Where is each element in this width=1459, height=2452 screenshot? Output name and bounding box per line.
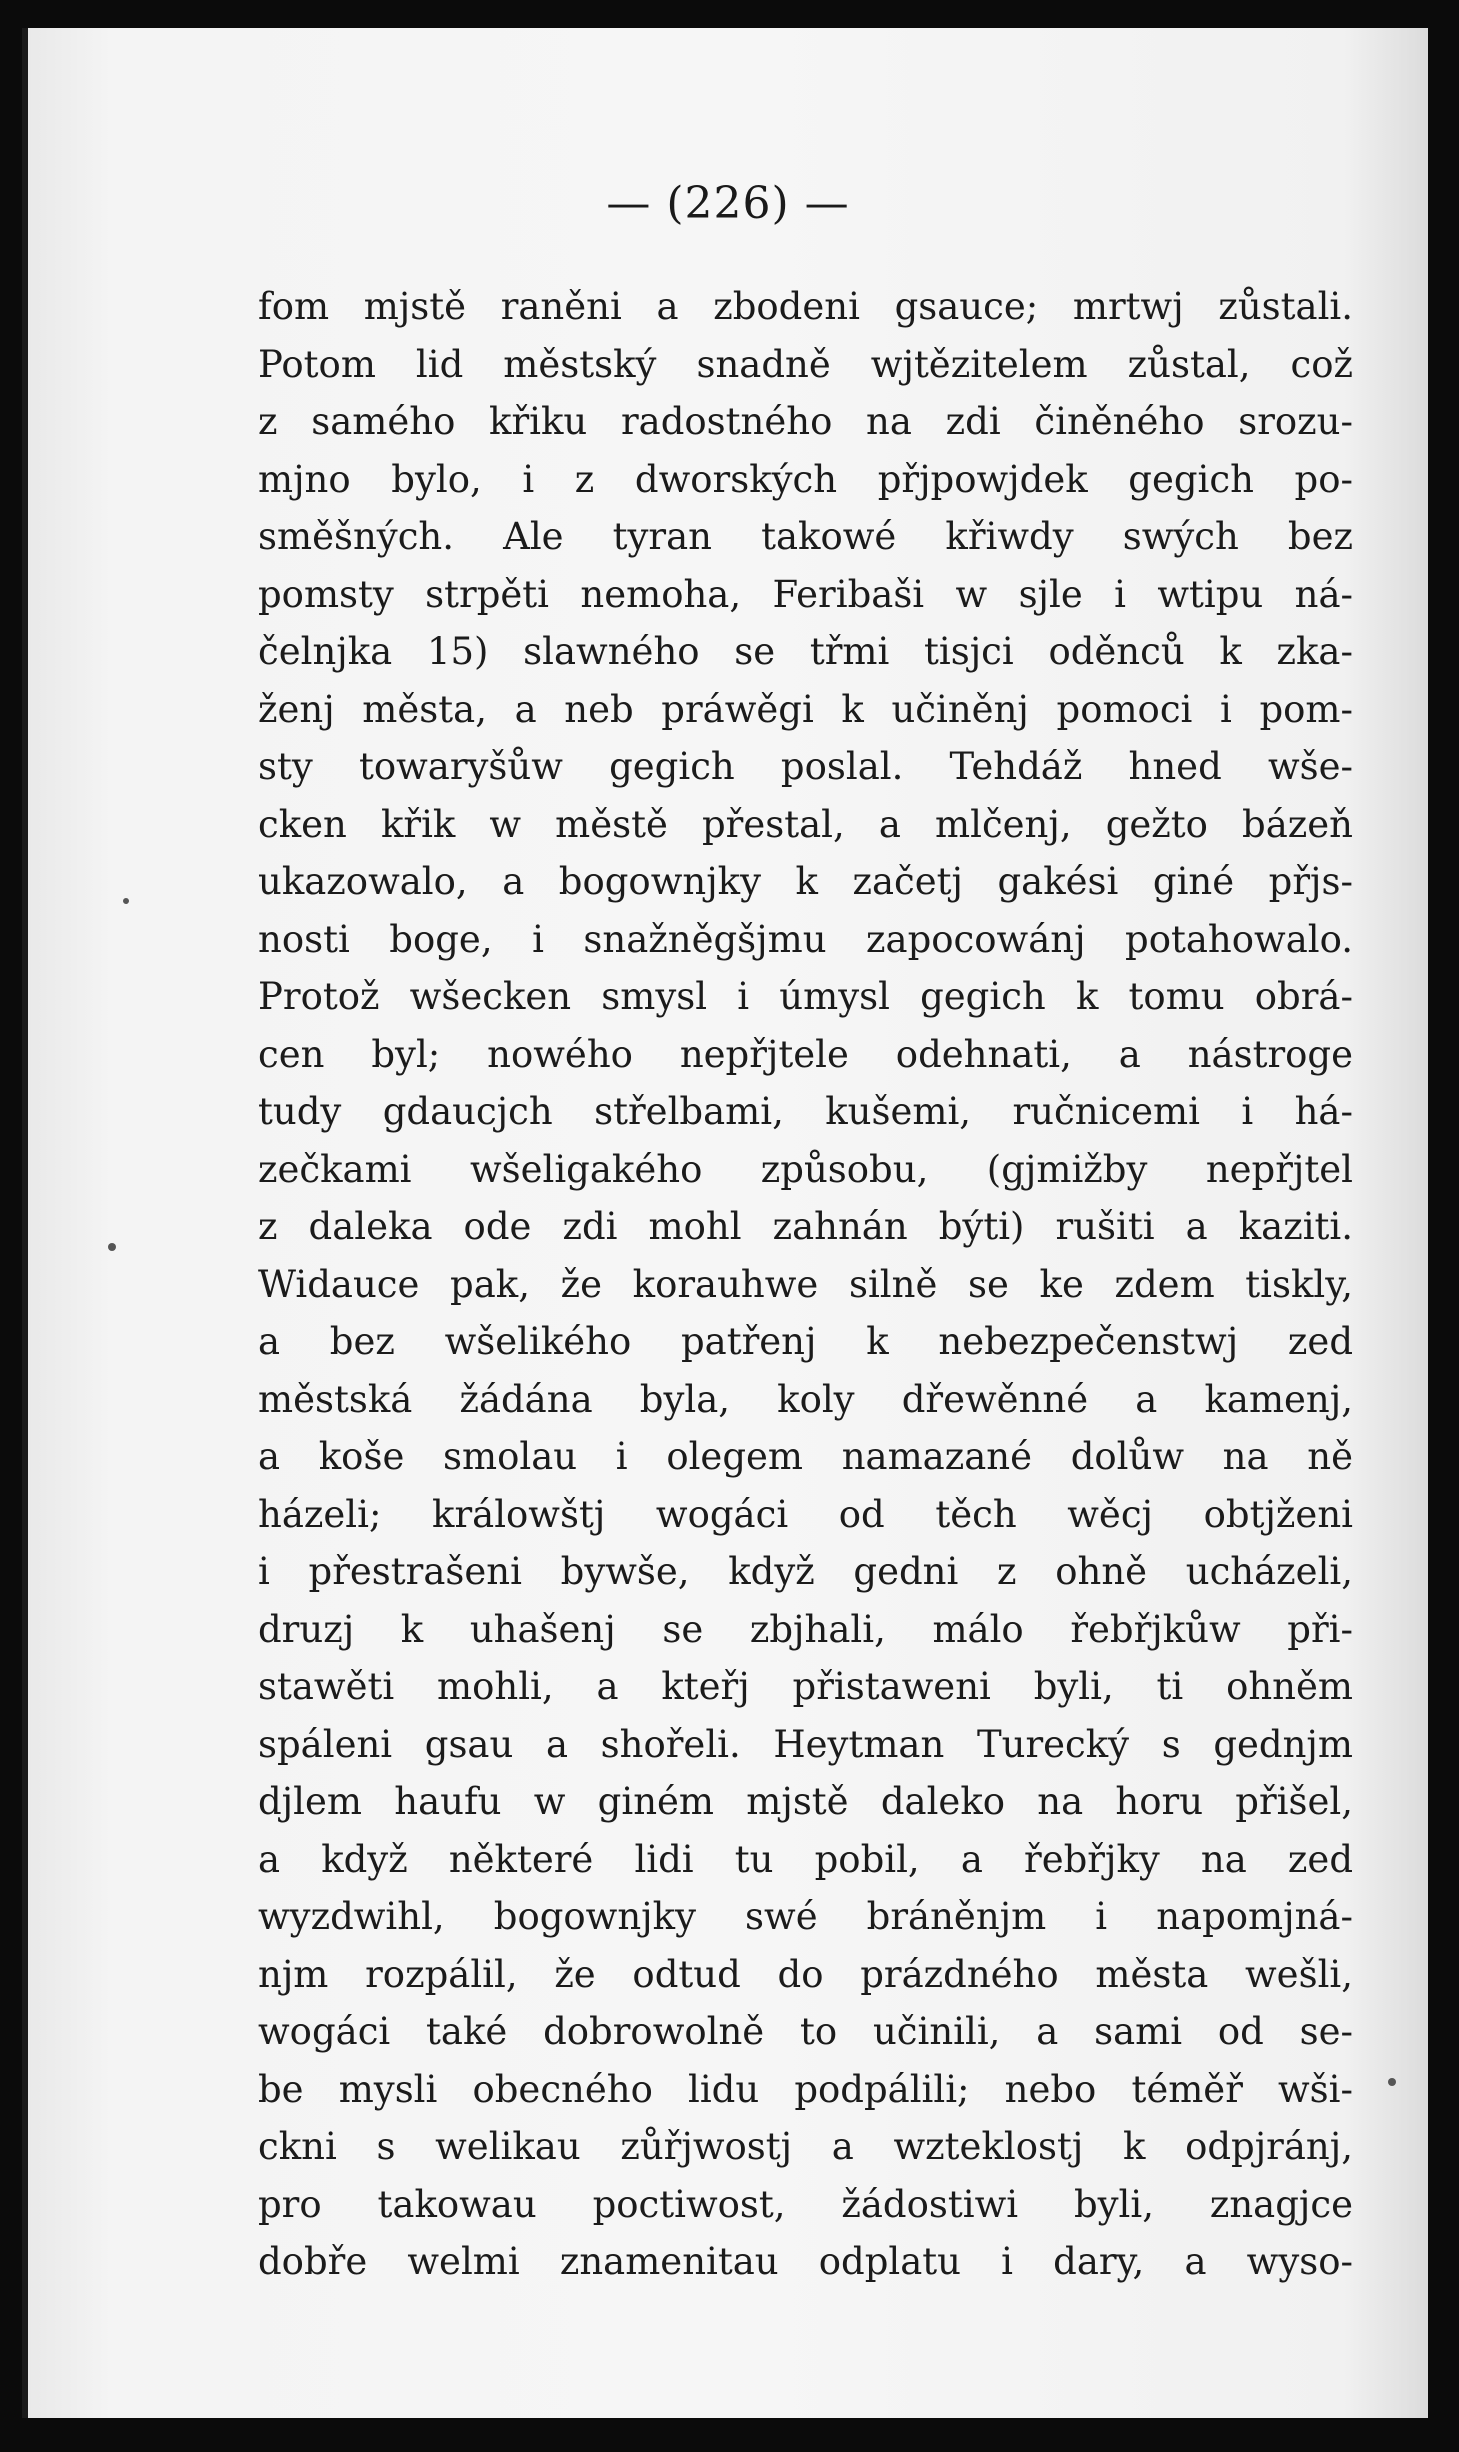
page-number: — (226) —: [606, 178, 850, 229]
text-line: ženj města, a neb práwěgi k učiněnj pomoci i pom-: [258, 687, 1353, 731]
text-line: djlem haufu w giném mjstě daleko na horu přišel,: [258, 1780, 1353, 1823]
text-line: městská žádána byla, koly dřewěnné a kamenj,: [258, 1377, 1353, 1421]
text-line: směšných. Ale tyran takowé křiwdy swých bez: [258, 515, 1353, 558]
text-line: pomsty strpěti nemoha, Feribaši w sjle i wtipu ná-: [258, 572, 1353, 616]
text-line: ckni s welikau zůřjwostj a wzteklostj k odpjránj,: [258, 2125, 1353, 2168]
text-line: sty towaryšůw gegich poslal. Tehdáž hned wše-: [258, 745, 1353, 788]
text-line: Protož wšecken smysl i úmysl gegich k tomu obrá-: [258, 975, 1353, 1018]
text-line: Potom lid městský snadně wjtězitelem zůstal, což: [258, 342, 1353, 386]
text-line: be mysli obecného lidu podpálili; nebo téměř wši-: [258, 2067, 1353, 2111]
text-line: a když některé lidi tu pobil, a řebřjky na zed: [258, 1837, 1353, 1881]
text-line: fom mjstě raněni a zbodeni gsauce; mrtwj zůstali.: [258, 285, 1353, 328]
ink-speck: [108, 1243, 116, 1251]
text-line: spáleni gsau a shořeli. Heytman Turecký s gednjm: [258, 1722, 1353, 1766]
text-line: Widauce pak, že korauhwe silně se ke zdem tiskly,: [258, 1262, 1353, 1306]
ink-speck: [1388, 2078, 1396, 2086]
text-line: cken křik w městě přestal, a mlčenj, gežto bázeň: [258, 802, 1353, 846]
book-page: [22, 28, 1428, 2418]
text-line: nosti boge, i snažněgšjmu zapocowánj potahowalo.: [258, 917, 1353, 961]
text-line: wyzdwihl, bogownjky swé bráněnjm i napomjná-: [258, 1895, 1353, 1938]
text-line: tudy gdaucjch střelbami, kušemi, ručnicemi i há-: [258, 1090, 1353, 1133]
body-text: [258, 278, 1353, 2291]
text-line: a bez wšelikého patřenj k nebezpečenstwj zed: [258, 1320, 1353, 1363]
text-line: cen byl; nowého nepřjtele odehnati, a nástroge: [258, 1032, 1353, 1076]
text-line: z daleka ode zdi mohl zahnán býti) rušiti a kaziti.: [258, 1205, 1353, 1248]
text-line: i přestrašeni bywše, když gedni z ohně ucházeli,: [258, 1550, 1353, 1593]
text-line: házeli; králowštj wogáci od těch wěcj obtjženi: [258, 1492, 1353, 1536]
text-line: mjno bylo, i z dworských přjpowjdek gegich po-: [258, 457, 1353, 501]
text-line: čelnjka 15) slawného se třmi tisjci oděnců k zka-: [258, 630, 1353, 673]
text-line: a koše smolau i olegem namazané dolůw na ně: [258, 1435, 1353, 1478]
text-line: wogáci také dobrowolně to učinili, a sami od se-: [258, 2010, 1353, 2053]
text-line: dobře welmi znamenitau odplatu i dary, a wyso-: [258, 2240, 1353, 2283]
text-line: zečkami wšeligakého způsobu, (gjmižby nepřjtel: [258, 1147, 1353, 1191]
text-line: z samého křiku radostného na zdi činěného srozu-: [258, 400, 1353, 443]
text-line: njm rozpálil, že odtud do prázdného města wešli,: [258, 1952, 1353, 1996]
ink-speck: [123, 898, 129, 904]
text-line: ukazowalo, a bogownjky k začetj gakési giné přjs-: [258, 860, 1353, 903]
text-line: druzj k uhašenj se zbjhali, málo řebřjkůw při-: [258, 1607, 1353, 1651]
text-line: pro takowau poctiwost, žádostiwi byli, znagjce: [258, 2182, 1353, 2226]
text-line: stawěti mohli, a kteřj přistaweni byli, ti ohněm: [258, 1665, 1353, 1708]
